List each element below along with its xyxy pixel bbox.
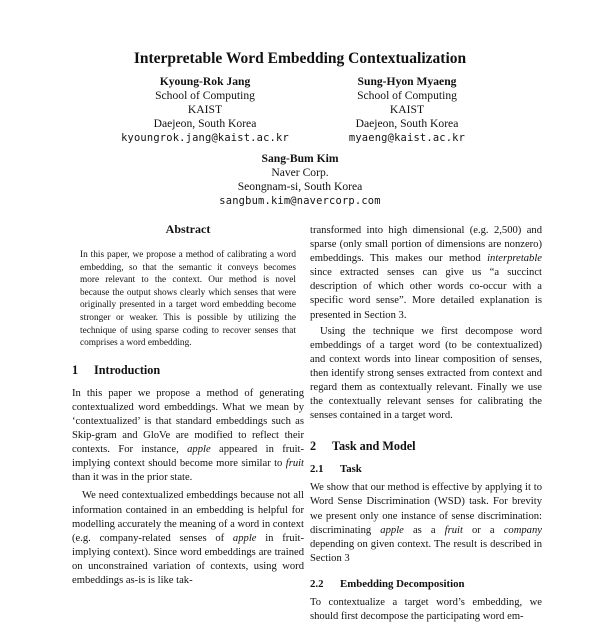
author-block-2 bbox=[307, 75, 507, 145]
right-paragraph-1 bbox=[310, 224, 542, 323]
text-run: than it was in the prior state. bbox=[72, 472, 193, 484]
emphasis: fruit bbox=[444, 524, 463, 536]
section-number: 2 bbox=[310, 439, 317, 454]
author-name: Sang-Bum Kim bbox=[261, 152, 339, 165]
section-title: Introduction bbox=[94, 362, 161, 377]
subsection-heading-embedding-decomposition bbox=[310, 578, 542, 590]
author-name: Kyoung-Rok Jang bbox=[159, 75, 251, 88]
emphasis: company bbox=[503, 524, 542, 536]
author-organization: KAIST bbox=[389, 103, 425, 116]
intro-paragraph-2 bbox=[72, 489, 304, 588]
author-organization: KAIST bbox=[187, 103, 223, 116]
author-location: Daejeon, South Korea bbox=[153, 117, 257, 130]
author-location: Seongnam-si, South Korea bbox=[237, 180, 363, 193]
text-run: depending on given context. The result is described in Section 3 bbox=[310, 538, 542, 564]
text-run: as a bbox=[403, 524, 445, 536]
text-run: appeared in fruit-implying context should become more similar to bbox=[72, 444, 304, 470]
author-block-3 bbox=[150, 152, 450, 208]
text-run: in fruit-implying context). Since word embeddings are trained on unconstrained variation of contexts, using word embeddings as-is is like tak- bbox=[72, 532, 304, 586]
text-run: since extracted senses can give us “a succinct description of which other words co-occur with a specific word sense”. More detailed explanation is presented in Section 3. bbox=[310, 267, 542, 321]
text-run: transformed into high dimensional (e.g. 2,500) and sparse (only small portion of dimensions are nonzero) embeddings. This makes our method bbox=[310, 225, 542, 265]
task-paragraph bbox=[310, 481, 542, 566]
text-run: We need contextualized embeddings because not all information contained in an embedding is helpful for modelling accurately the meaning of a word in context (e.g. company-related senses of bbox=[72, 490, 304, 544]
abstract-text: In this paper, we propose a method of calibrating a word embedding, so that the semantic it conveys becomes more relevant to the context. Our method is novel because the output shows clearly which senses that were originally presented in a target word embedding become stronger or weaker. This is possible by utilizing the technique of using sparse coding to recover senses that comprises a word embedding. bbox=[80, 250, 296, 349]
author-location: Daejeon, South Korea bbox=[355, 117, 459, 130]
author-department: School of Computing bbox=[357, 89, 457, 102]
emphasis: apple bbox=[187, 444, 211, 456]
emphasis: apple bbox=[232, 532, 257, 544]
section-title: Task and Model bbox=[332, 439, 416, 454]
text-run: In this paper we propose a method of generating contextualized word embeddings. What we mean by ‘contextualized’ is that standard embeddings such as Skip-gram and GloVe are modified to reflect their contexts. For instance, bbox=[72, 387, 304, 456]
right-column bbox=[310, 224, 542, 624]
emphasis: fruit bbox=[285, 458, 304, 470]
author-email: myaeng@kaist.ac.kr bbox=[348, 132, 466, 144]
author-block-1 bbox=[105, 75, 305, 145]
section-number: 1 bbox=[72, 362, 79, 377]
intro-paragraph-1 bbox=[72, 387, 304, 486]
author-email: kyoungrok.jang@kaist.ac.kr bbox=[121, 132, 289, 144]
subsection-title: Embedding Decomposition bbox=[340, 577, 465, 590]
subsection-number: 2.1 bbox=[310, 463, 324, 476]
author-email: sangbum.kim@navercorp.com bbox=[219, 195, 381, 207]
author-name: Sung-Hyon Myaeng bbox=[357, 75, 457, 88]
subsection-heading-task bbox=[310, 463, 542, 475]
left-column bbox=[72, 222, 304, 588]
section-heading-task-and-model bbox=[310, 439, 542, 454]
subsection-title: Task bbox=[340, 463, 362, 476]
emphasis: interpretable bbox=[487, 253, 542, 265]
section-heading-introduction bbox=[72, 363, 304, 378]
text-run: or a bbox=[462, 524, 504, 536]
paper-title: Interpretable Word Embedding Contextualization bbox=[133, 50, 467, 67]
author-organization: Naver Corp. bbox=[271, 166, 329, 179]
subsection-number: 2.2 bbox=[310, 577, 324, 590]
decomposition-paragraph: To contextualize a target word’s embedding, we should first decompose the participating word em- bbox=[310, 596, 542, 622]
right-paragraph-2: Using the technique we first decompose word embeddings of a target word (to be contextualized) and context words into linear composition of senses, then identify strong senses extracted from context and regard them as contextually relevant. Finally we use the contextually relevant senses for calibrating the senses contained in a target word. bbox=[310, 325, 542, 422]
emphasis: apple bbox=[380, 524, 404, 536]
text-run: We show that our method is effective by applying it to Word Sense Discrimination (WSD) task. For brevity we present only one instance of sense discrimination: discriminating bbox=[310, 482, 542, 536]
abstract-heading: Abstract bbox=[165, 222, 211, 236]
author-department: School of Computing bbox=[155, 89, 255, 102]
